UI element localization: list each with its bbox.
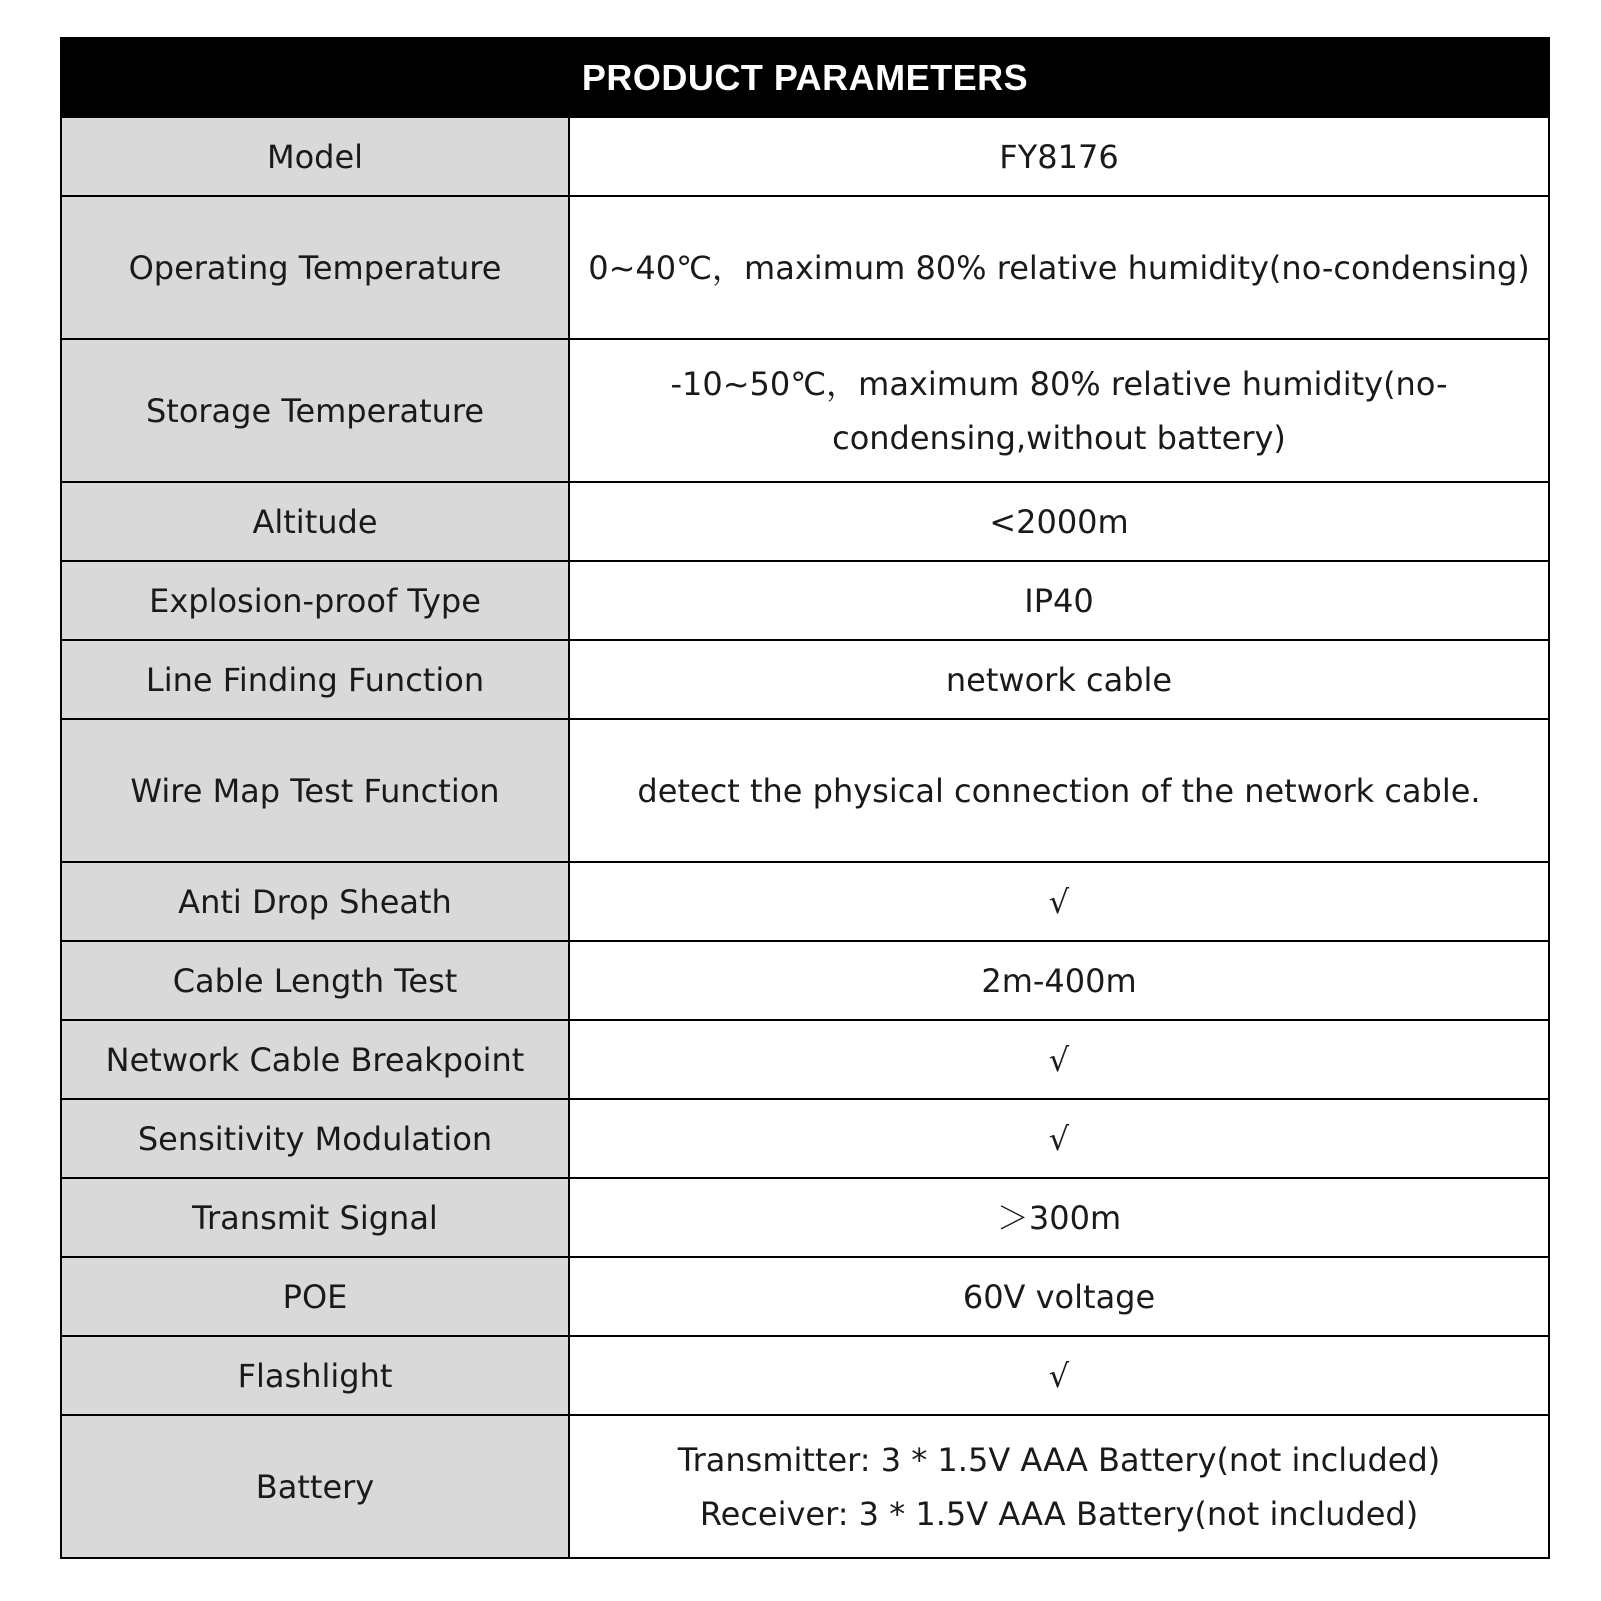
parameter-value-line: 2m-400m [981,961,1137,1000]
table-row [61,1178,1549,1257]
parameter-value-line: condensing,without battery) [832,418,1286,457]
table-row [61,719,1549,862]
table-row [61,941,1549,1020]
parameter-value-line: network cable [945,660,1173,699]
parameter-value-line: √ [1048,1356,1070,1395]
table-row [61,339,1549,482]
parameter-value-line: Transmitter: 3 * 1.5V AAA Battery(not included) [677,1440,1441,1479]
parameter-label: Anti Drop Sheath [61,862,569,941]
table-body [61,117,1549,1558]
parameter-value [569,117,1549,196]
parameter-value-line: 0~40℃，maximum 80% relative humidity(no-condensing) [588,248,1530,287]
parameter-label: Transmit Signal [61,1178,569,1257]
parameter-value-line: -10~50℃，maximum 80% relative humidity(no- [670,364,1448,403]
parameter-value-line: FY8176 [999,137,1119,176]
parameter-label: Model [61,117,569,196]
parameter-label: Sensitivity Modulation [61,1099,569,1178]
parameter-value-line: <2000m [989,502,1129,541]
table-row [61,640,1549,719]
table-row [61,117,1549,196]
parameter-value [569,1178,1549,1257]
parameter-value-line: √ [1048,1119,1070,1158]
parameter-label: Altitude [61,482,569,561]
table-row [61,1099,1549,1178]
product-parameters-table [60,37,1550,1559]
parameter-value [569,719,1549,862]
parameter-label: Wire Map Test Function [61,719,569,862]
parameter-value [569,1257,1549,1336]
parameter-value-line: Receiver: 3 * 1.5V AAA Battery(not included) [699,1494,1419,1533]
parameter-label: Storage Temperature [61,339,569,482]
parameter-value [569,1415,1549,1558]
table-row [61,1020,1549,1099]
parameter-label: Operating Temperature [61,196,569,339]
table-row [61,561,1549,640]
parameter-value-line: √ [1048,1040,1070,1079]
parameter-value-line: IP40 [1024,581,1094,620]
parameter-value-line: √ [1048,882,1070,921]
table-row [61,1415,1549,1558]
parameter-label: Line Finding Function [61,640,569,719]
table-row [61,482,1549,561]
parameter-value-line: 60V voltage [962,1277,1156,1316]
parameter-label: Flashlight [61,1336,569,1415]
table-row [61,1257,1549,1336]
parameter-value-line: ＞300m [996,1198,1122,1237]
parameter-value [569,339,1549,482]
table-row [61,1336,1549,1415]
parameter-value [569,1099,1549,1178]
parameter-value [569,640,1549,719]
parameter-value-line: detect the physical connection of the network cable. [637,771,1481,810]
parameter-value [569,1336,1549,1415]
parameter-value [569,862,1549,941]
parameter-value [569,196,1549,339]
parameter-value [569,1020,1549,1099]
table-row [61,862,1549,941]
table-row [61,196,1549,339]
table-title-row [61,38,1549,117]
parameter-label: Battery [61,1415,569,1558]
parameter-label: Cable Length Test [61,941,569,1020]
table-title: PRODUCT PARAMETERS [61,38,1549,117]
parameter-label: Explosion-proof Type [61,561,569,640]
parameter-label: Network Cable Breakpoint [61,1020,569,1099]
parameter-value [569,941,1549,1020]
parameter-value [569,561,1549,640]
parameter-value [569,482,1549,561]
parameter-label: POE [61,1257,569,1336]
